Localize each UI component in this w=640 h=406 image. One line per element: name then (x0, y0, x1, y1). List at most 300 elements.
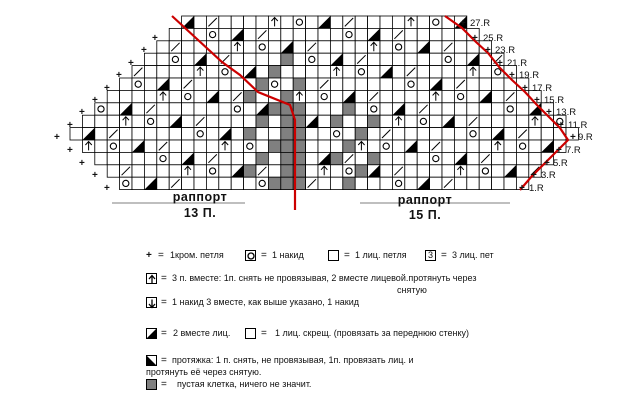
chart-cell (504, 177, 516, 189)
edge-mark: + (67, 145, 73, 156)
chart-cell (330, 152, 342, 164)
chart-cell (219, 28, 231, 40)
chart-cell (392, 140, 404, 152)
legend-equals: = (161, 297, 167, 308)
chart-cell (281, 128, 293, 140)
chart-cell (504, 140, 516, 152)
chart-cell (231, 78, 243, 90)
edge-mark: + (534, 95, 540, 106)
legend-ktbl-text: 1 лиц. скрещ. (провязать за переднюю стенку) (275, 328, 470, 338)
knit-icon (328, 250, 339, 261)
chart-cell (405, 152, 417, 164)
chart-cell (169, 140, 181, 152)
chart-cell (144, 140, 156, 152)
chart-cell (231, 140, 243, 152)
chart-cell (157, 41, 169, 53)
chart-cell (306, 90, 318, 102)
chart-cell (516, 165, 528, 177)
chart-cell (281, 165, 293, 177)
chart-cell (206, 128, 218, 140)
chart-cell (343, 41, 355, 53)
chart-cell (231, 115, 243, 127)
chart-cell (430, 152, 442, 164)
chart-cell (268, 128, 280, 140)
edge-mark: + (54, 132, 60, 143)
chart-cell (231, 152, 243, 164)
chart-cell (293, 103, 305, 115)
chart-cell (380, 90, 392, 102)
chart-cell (95, 128, 107, 140)
chart-cell (417, 152, 429, 164)
legend-equals: = (261, 328, 267, 339)
chart-cell (392, 128, 404, 140)
chart-cell (318, 41, 330, 53)
chart-cell (380, 78, 392, 90)
chart-cell (306, 28, 318, 40)
chart-cell (467, 140, 479, 152)
chart-cell (194, 78, 206, 90)
chart-cell (144, 152, 156, 164)
chart-cell (417, 165, 429, 177)
chart-cell (368, 66, 380, 78)
chart-cell (306, 140, 318, 152)
chart-cell (268, 78, 280, 90)
chart-cell (529, 152, 541, 164)
chart-cell (281, 53, 293, 65)
chart-cell (492, 78, 504, 90)
chart-cell (492, 165, 504, 177)
chart-cell (442, 53, 454, 65)
chart-cell (268, 41, 280, 53)
edge-mark: + (519, 183, 525, 194)
chart-cell (318, 28, 330, 40)
chart-cell (194, 90, 206, 102)
chart-cell (330, 90, 342, 102)
chart-cell (281, 78, 293, 90)
chart-cell (355, 103, 367, 115)
chart-cell (244, 115, 256, 127)
chart-cell (454, 90, 466, 102)
row-label-25: 25.R (483, 33, 504, 44)
chart-cell (219, 16, 231, 28)
chart-cell (479, 177, 491, 189)
k3tog-arrow-up-icon (146, 273, 157, 284)
chart-cell (144, 115, 156, 127)
legend-yo-text: 1 накид (272, 250, 304, 260)
chart-cell (132, 152, 144, 164)
chart-cell (157, 66, 169, 78)
chart-cell (120, 152, 132, 164)
chart-cell (281, 28, 293, 40)
chart-cell (430, 41, 442, 53)
chart-cell (231, 177, 243, 189)
edge-mark: + (92, 170, 98, 181)
chart-cell (516, 115, 528, 127)
chart-cell (244, 41, 256, 53)
chart-cell (442, 152, 454, 164)
legend-k3tog-text-cont: снятую (397, 285, 427, 295)
chart-cell (293, 78, 305, 90)
chart-cell (182, 53, 194, 65)
chart-cell (219, 165, 231, 177)
chart-cell (405, 103, 417, 115)
legend-k3tog-text: 3 п. вместе: 1п. снять не провязывая, 2 вместе лицевой.протянуть через (172, 273, 477, 283)
legend-three-text: 3 лиц. пет (452, 250, 494, 260)
chart-cell (330, 115, 342, 127)
chart-cell (144, 165, 156, 177)
chart-cell (306, 103, 318, 115)
chart-cell (454, 103, 466, 115)
chart-cell (343, 177, 355, 189)
chart-cell (492, 177, 504, 189)
chart-cell (169, 90, 181, 102)
chart-cell (442, 128, 454, 140)
legend-equals: = (261, 250, 267, 261)
chart-cell (268, 177, 280, 189)
chart-cell (169, 66, 181, 78)
chart-cell (281, 152, 293, 164)
edge-mark: + (497, 58, 503, 69)
chart-cell (454, 66, 466, 78)
chart-cell (442, 165, 454, 177)
chart-cell (479, 115, 491, 127)
chart-cell (516, 103, 528, 115)
chart-cell (392, 90, 404, 102)
chart-cell (182, 115, 194, 127)
chart-cell (442, 140, 454, 152)
chart-cell (467, 177, 479, 189)
chart-cell (306, 152, 318, 164)
chart-cell (219, 78, 231, 90)
chart-cell (95, 115, 107, 127)
chart-cell (256, 78, 268, 90)
yo-k3tog-yo-arrow-down-icon (146, 297, 157, 308)
chart-cell (132, 128, 144, 140)
chart-cell (244, 28, 256, 40)
chart-cell (107, 152, 119, 164)
edge-mark: + (509, 70, 515, 81)
chart-cell (182, 41, 194, 53)
chart-cell (368, 115, 380, 127)
chart-cell (107, 103, 119, 115)
chart-cell (206, 66, 218, 78)
chart-cell (318, 177, 330, 189)
chart-cell (380, 103, 392, 115)
chart-cell (231, 53, 243, 65)
chart-cell (231, 16, 243, 28)
chart-cell (194, 103, 206, 115)
legend-equals: = (161, 328, 167, 339)
chart-cell (355, 28, 367, 40)
chart-cell (306, 53, 318, 65)
chart-cell (417, 66, 429, 78)
chart-cell (492, 152, 504, 164)
chart-cell (368, 78, 380, 90)
chart-cell (120, 177, 132, 189)
chart-cell (107, 140, 119, 152)
edge-mark: + (152, 33, 158, 44)
chart-cell (405, 78, 417, 90)
chart-cell (169, 165, 181, 177)
chart-cell (268, 152, 280, 164)
chart-cell (343, 165, 355, 177)
row-label-23: 23.R (495, 45, 516, 56)
chart-cell (355, 128, 367, 140)
chart-cell (343, 103, 355, 115)
edge-mark: + (570, 132, 576, 143)
chart-cell (330, 103, 342, 115)
chart-cell (281, 115, 293, 127)
edge-mark: + (531, 170, 537, 181)
chart-cell (380, 28, 392, 40)
chart-cell (392, 16, 404, 28)
chart-cell (355, 90, 367, 102)
chart-cell (343, 140, 355, 152)
chart-cell (442, 90, 454, 102)
chart-cell (256, 16, 268, 28)
chart-cell (405, 28, 417, 40)
chart-cell (256, 115, 268, 127)
chart-cell (504, 115, 516, 127)
chart-cell (479, 140, 491, 152)
legend-k2tog-text: 2 вместе лиц. (173, 328, 231, 338)
chart-cell (467, 165, 479, 177)
chart-cell (281, 177, 293, 189)
chart-cell (206, 140, 218, 152)
chart-cell (529, 140, 541, 152)
three-knit-icon: 3 (425, 250, 436, 261)
row-label-27: 27.R (470, 18, 491, 29)
chart-cell (330, 140, 342, 152)
chart-cell (95, 152, 107, 164)
chart-cell (479, 128, 491, 140)
legend-equals: = (344, 250, 350, 261)
chart-cell (194, 177, 206, 189)
chart-cell (182, 66, 194, 78)
chart-cell (256, 140, 268, 152)
chart-cell (405, 177, 417, 189)
knit-tbl-icon (245, 328, 256, 339)
chart-cell (206, 41, 218, 53)
chart-cell (417, 140, 429, 152)
row-label-13: 13.R (556, 107, 577, 118)
chart-cell (380, 140, 392, 152)
chart-cell (132, 115, 144, 127)
row-label-9: 9.R (578, 132, 593, 143)
chart-cell (206, 177, 218, 189)
chart-cell (368, 177, 380, 189)
chart-cell (268, 165, 280, 177)
chart-cell (219, 103, 231, 115)
edge-mark: + (79, 158, 85, 169)
chart-cell (256, 128, 268, 140)
k2tog-icon (146, 328, 157, 339)
chart-cell (454, 177, 466, 189)
chart-cell (182, 140, 194, 152)
chart-cell (157, 152, 169, 164)
rapport-left-word: раппорт (172, 190, 228, 204)
row-label-19: 19.R (519, 70, 540, 81)
chart-cell (343, 128, 355, 140)
chart-cell (206, 115, 218, 127)
chart-cell (467, 128, 479, 140)
chart-cell (355, 41, 367, 53)
chart-cell (368, 103, 380, 115)
chart-cell (281, 140, 293, 152)
chart-cell (157, 128, 169, 140)
chart-cell (492, 115, 504, 127)
chart-cell (430, 128, 442, 140)
chart-cell (169, 152, 181, 164)
chart-cell (492, 103, 504, 115)
chart-cell (169, 103, 181, 115)
chart-cell (368, 16, 380, 28)
chart-cell (219, 152, 231, 164)
row-label-17: 17.R (532, 83, 553, 94)
rapport-right-word: раппорт (397, 193, 453, 207)
chart-cell (194, 16, 206, 28)
chart-cell (529, 128, 541, 140)
chart-cell (157, 165, 169, 177)
chart-cell (355, 115, 367, 127)
chart-cell (231, 103, 243, 115)
legend-equals: = (158, 250, 164, 261)
chart-cell (256, 177, 268, 189)
chart-cell (343, 66, 355, 78)
chart-cell (417, 28, 429, 40)
chart-cell (268, 103, 280, 115)
chart-cell (244, 140, 256, 152)
chart-cell (244, 165, 256, 177)
chart-cell (454, 53, 466, 65)
chart-cell (442, 103, 454, 115)
chart-cell (380, 41, 392, 53)
row-label-15: 15.R (544, 95, 565, 106)
chart-cell (132, 90, 144, 102)
rapport-right-count: 15 П. (408, 208, 442, 222)
row-label-21: 21.R (507, 58, 528, 69)
chart-legend (0, 238, 640, 406)
chart-cell (157, 115, 169, 127)
chart-cell (405, 41, 417, 53)
chart-cell (330, 128, 342, 140)
chart-cell (479, 103, 491, 115)
chart-cell (182, 103, 194, 115)
chart-cell (380, 53, 392, 65)
skpo-icon (146, 355, 157, 366)
chart-cell (417, 16, 429, 28)
chart-cell (368, 53, 380, 65)
chart-cell (244, 128, 256, 140)
chart-cell (417, 115, 429, 127)
legend-edge-symbol: + (146, 250, 152, 261)
chart-cell (392, 78, 404, 90)
legend-yo3-text: 1 накид 3 вместе, как выше указано, 1 накид (172, 297, 360, 307)
chart-cell (467, 78, 479, 90)
chart-cell (430, 28, 442, 40)
edge-mark: + (116, 70, 122, 81)
chart-cell (120, 128, 132, 140)
chart-cell (194, 128, 206, 140)
edge-mark: + (558, 120, 564, 131)
edge-mark: + (472, 33, 478, 44)
chart-cell (194, 140, 206, 152)
legend-empty-text: пустая клетка, ничего не значит. (177, 379, 312, 389)
yo-icon (245, 250, 256, 261)
edge-mark: + (485, 45, 491, 56)
chart-cell (206, 165, 218, 177)
chart-cell (231, 128, 243, 140)
chart-cell (392, 53, 404, 65)
chart-cell (541, 128, 553, 140)
chart-cell (417, 78, 429, 90)
row-label-7: 7.R (566, 145, 581, 156)
chart-cell (405, 128, 417, 140)
edge-mark: + (128, 58, 134, 69)
chart-cell (454, 128, 466, 140)
chart-cell (157, 103, 169, 115)
chart-cell (132, 103, 144, 115)
row-label-3: 3.R (541, 170, 556, 181)
chart-cell (442, 78, 454, 90)
chart-cell (169, 28, 181, 40)
legend-equals: = (441, 250, 447, 261)
chart-cell (120, 90, 132, 102)
chart-cell (256, 53, 268, 65)
chart-cell (244, 16, 256, 28)
rapport-left-count: 13 П. (183, 206, 217, 220)
chart-cell (244, 53, 256, 65)
chart-cell (368, 128, 380, 140)
chart-cell (430, 53, 442, 65)
chart-cell (467, 103, 479, 115)
chart-cell (392, 152, 404, 164)
chart-cell (107, 165, 119, 177)
chart-cell (306, 66, 318, 78)
chart-cell (293, 16, 305, 28)
chart-cell (454, 115, 466, 127)
chart-cell (430, 165, 442, 177)
legend-knit-text: 1 лиц. петля (355, 250, 407, 260)
chart-cell (318, 103, 330, 115)
edge-mark: + (546, 107, 552, 118)
chart-cell (392, 177, 404, 189)
chart-cell (256, 66, 268, 78)
chart-cell (479, 165, 491, 177)
chart-cell (430, 103, 442, 115)
chart-cell (318, 66, 330, 78)
legend-equals: = (161, 355, 167, 366)
chart-cell (330, 41, 342, 53)
chart-cell (355, 16, 367, 28)
chart-cell (417, 53, 429, 65)
chart-cell (256, 152, 268, 164)
row-label-11: 11.R (568, 120, 588, 131)
chart-cell (120, 140, 132, 152)
chart-cell (330, 177, 342, 189)
empty-cell-icon (146, 379, 157, 390)
chart-cell (144, 78, 156, 90)
row-label-5: 5.R (553, 158, 568, 169)
edge-mark: + (79, 107, 85, 118)
chart-cell (244, 103, 256, 115)
edge-mark: + (141, 45, 147, 56)
chart-cell (442, 66, 454, 78)
chart-cell (405, 115, 417, 127)
chart-cell (293, 66, 305, 78)
chart-cell (281, 66, 293, 78)
edge-mark: + (67, 120, 73, 131)
